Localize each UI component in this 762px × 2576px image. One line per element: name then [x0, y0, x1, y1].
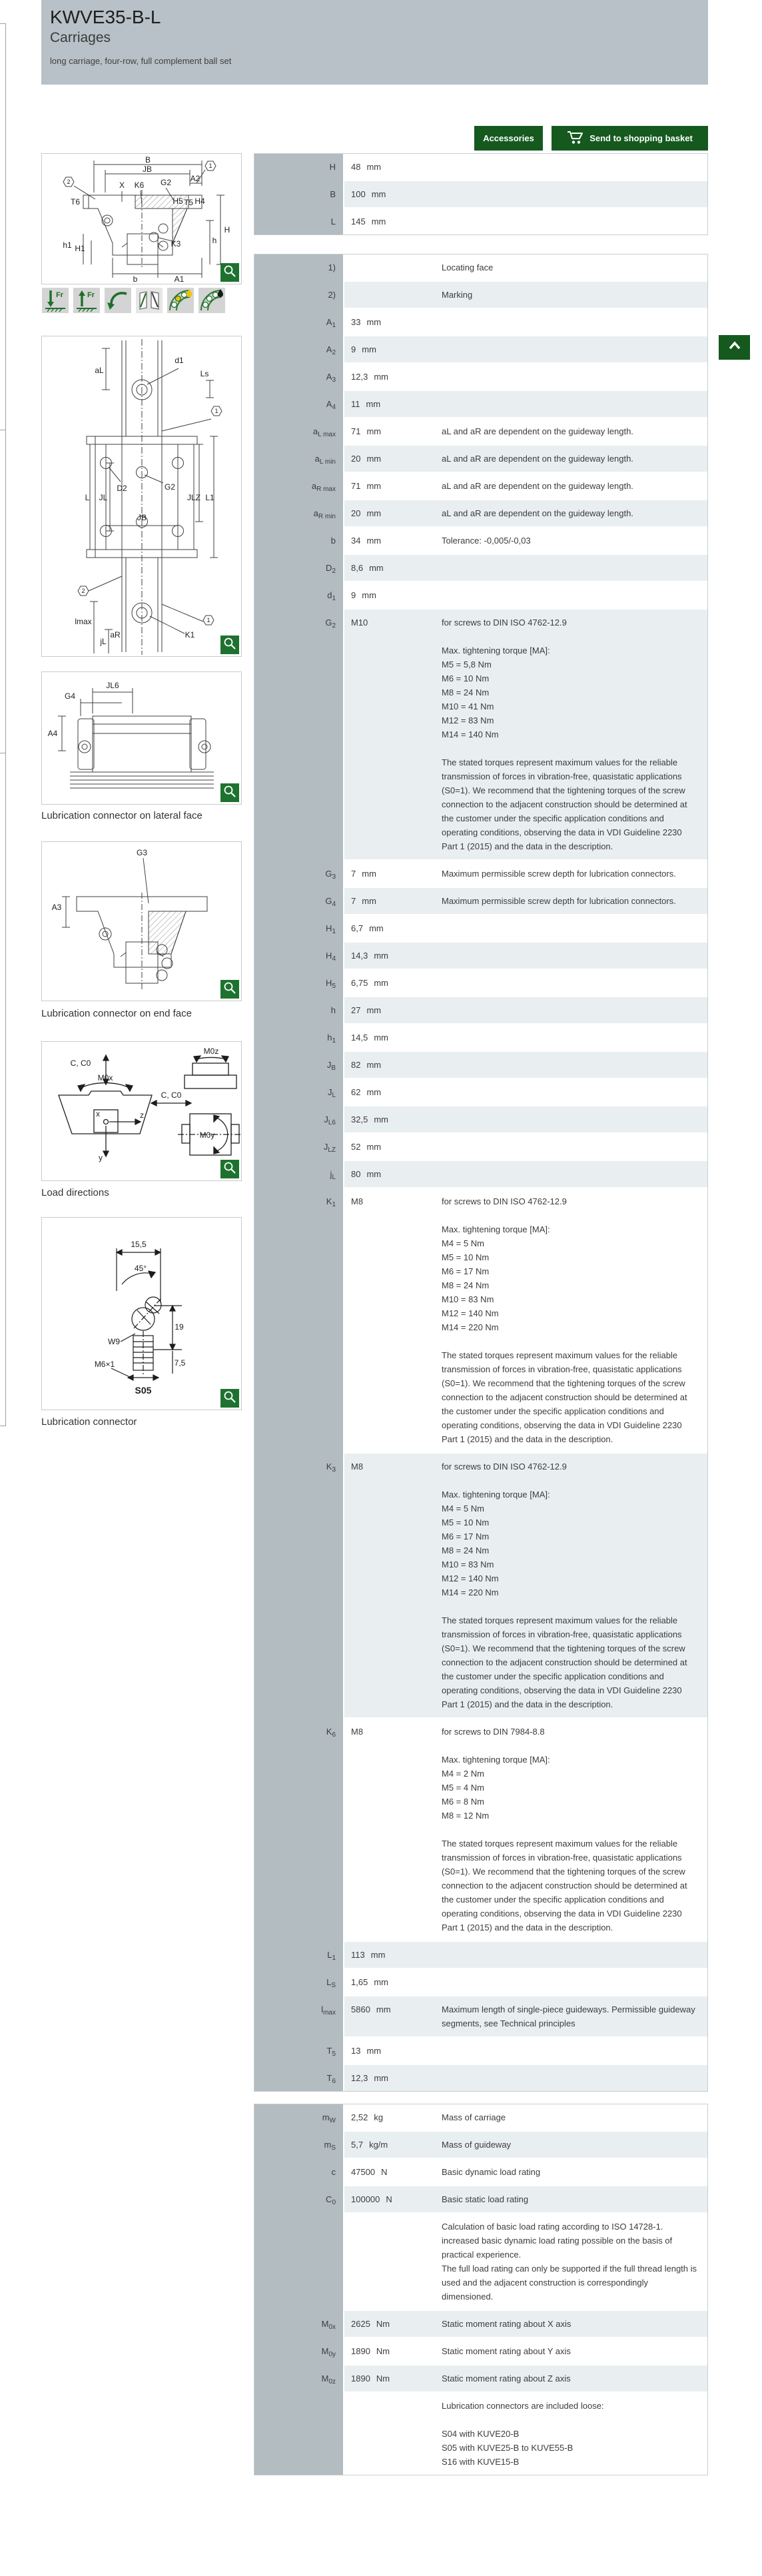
- send-to-basket-label: Send to shopping basket: [589, 133, 693, 143]
- row-value: M8: [351, 1196, 364, 1206]
- dim-label: JL: [99, 493, 108, 502]
- table-row: [254, 2186, 707, 2214]
- table-row: [254, 364, 707, 391]
- row-label: $A_3$: [254, 364, 344, 391]
- table-row: [254, 209, 707, 234]
- dim-label: 15,5: [131, 1240, 147, 1249]
- table-row: [254, 254, 707, 282]
- row-description: [442, 1161, 707, 1187]
- dim-label: aL: [95, 366, 104, 375]
- row-label: $a_{L min}$: [254, 446, 344, 473]
- row-value: 20 mm: [351, 454, 382, 464]
- row-label: $L_S$: [254, 1969, 344, 1996]
- row-description: Mass of carriage: [442, 2112, 506, 2122]
- row-label: $K_6$: [254, 1719, 344, 1942]
- dim-label: lmax: [75, 617, 92, 626]
- dim-label: JB: [137, 513, 147, 522]
- accessories-button[interactable]: [474, 126, 543, 151]
- row-label: 2): [254, 282, 344, 309]
- dim-label: K3: [171, 239, 181, 248]
- row-value: 11 mm: [351, 399, 381, 409]
- load-direction-up-icon: [73, 288, 100, 313]
- table-row: [254, 154, 707, 181]
- row-value: 14,5 mm: [351, 1033, 388, 1043]
- row-value: 27 mm: [351, 1005, 382, 1015]
- end-face-drawing: [42, 842, 241, 1001]
- dim-label: 19: [175, 1322, 184, 1332]
- row-label: [254, 2214, 344, 2311]
- row-description: [442, 1134, 707, 1160]
- row-value: 7 mm: [351, 896, 376, 906]
- row-description: [442, 1106, 707, 1132]
- table-row: [254, 1079, 707, 1106]
- cross-section-drawing: [42, 154, 241, 284]
- shopping-cart-icon: [567, 130, 584, 147]
- dim-label: L: [85, 493, 90, 502]
- row-value: [344, 2214, 442, 2310]
- table-row: [254, 943, 707, 970]
- figure-lubrication-connector: [41, 1217, 242, 1410]
- dim-label: Ls: [200, 369, 209, 378]
- dim-label: G4: [64, 691, 76, 701]
- callout-2: 2: [67, 179, 71, 185]
- send-to-basket-button[interactable]: [552, 126, 708, 151]
- row-label: $G_3$: [254, 861, 344, 888]
- dim-label: M0x: [97, 1073, 113, 1082]
- row-label: $M_{0x}$: [254, 2311, 344, 2338]
- row-label: [254, 2393, 344, 2475]
- row-label: c: [254, 2159, 344, 2186]
- table-row: [254, 336, 707, 364]
- callout-2: 2: [81, 588, 85, 594]
- dim-label: jL: [100, 637, 107, 646]
- dim-label: A3: [51, 903, 62, 912]
- row-label: $H_5$: [254, 970, 344, 997]
- row-value: 1,65 mm: [351, 1977, 388, 1987]
- row-label: $J_L$: [254, 1079, 344, 1106]
- dimensions-table-main: [254, 153, 708, 235]
- scroll-to-top-button[interactable]: [719, 335, 750, 360]
- row-description: for screws to DIN 7984-8.8 Max. tightening torque [MA]: M4 = 2 Nm M5 = 4 Nm M6 = 8 Nm M8 = 12 Nm The stated torques represent maximum values for the reliable transmission of forces in vibration-free, quasistatic applications (S0=1). We recommend that the tightening torques of the screw connection to the adjacent construction should be determined at the customer under the specific application conditions and operating conditions, observing the data in VDI Guideline 2230 Part 1 (2015) and the data in the description.: [442, 1727, 687, 1932]
- dim-label: B: [145, 155, 151, 165]
- row-label: $M_{0y}$: [254, 2338, 344, 2365]
- table-row: [254, 1942, 707, 1969]
- lateral-face-drawing: [42, 672, 241, 804]
- dim-label: JLZ: [187, 493, 201, 502]
- svg-text:Fr: Fr: [56, 291, 63, 299]
- dim-label: T6: [70, 197, 81, 207]
- page-subtitle: Carriages: [50, 30, 111, 45]
- row-label: $H_1$: [254, 915, 344, 943]
- figure-caption: Lubrication connector on end face: [41, 1008, 192, 1019]
- row-value: 47500 N: [351, 2167, 388, 2177]
- row-label: b: [254, 528, 344, 555]
- row-value: 62 mm: [351, 1087, 382, 1097]
- page-header: [41, 0, 708, 85]
- row-value: 13 mm: [351, 2046, 382, 2056]
- row-label: $M_{0z}$: [254, 2365, 344, 2393]
- dim-label: A4: [47, 729, 58, 738]
- row-label: $C_0$: [254, 2186, 344, 2214]
- row-description: [442, 582, 707, 608]
- figure-caption: Load directions: [41, 1187, 109, 1198]
- row-value: 14,3 mm: [351, 951, 388, 961]
- table-row: [254, 1052, 707, 1079]
- row-description: aL and aR are dependent on the guideway length.: [442, 481, 633, 491]
- row-value: M8: [351, 1727, 364, 1737]
- table-row: [254, 582, 707, 610]
- table-row: [254, 500, 707, 528]
- row-description: [442, 943, 707, 969]
- dim-label: JL6: [106, 681, 119, 690]
- row-value: 5,7 kg/m: [351, 2140, 388, 2150]
- row-description: Static moment rating about Z axis: [442, 2373, 571, 2383]
- figure-end-face: [41, 841, 242, 1001]
- row-value: 2,52 kg: [351, 2112, 384, 2122]
- figure-lateral-face: [41, 671, 242, 805]
- magnifier-icon: [222, 636, 238, 655]
- row-description: [442, 1969, 707, 1995]
- row-value: 100 mm: [351, 189, 386, 199]
- figure-plan-view: [41, 336, 242, 657]
- row-value: M8: [351, 1462, 364, 1472]
- row-description: Basic static load rating: [442, 2194, 529, 2204]
- feature-icon-row: [42, 288, 242, 313]
- dim-label: H: [224, 225, 230, 234]
- table-row: [254, 2104, 707, 2132]
- row-value: 100000 N: [351, 2194, 392, 2204]
- table-row: [254, 1454, 707, 1719]
- dim-label: M0z: [203, 1047, 219, 1056]
- row-description: Locating face: [442, 262, 494, 272]
- dim-label: H4: [194, 197, 205, 206]
- row-value: 145 mm: [351, 216, 386, 226]
- row-value: 71 mm: [351, 481, 382, 491]
- seals-icon: [136, 288, 163, 313]
- table-row: [254, 1161, 707, 1188]
- row-label: $T_6$: [254, 2065, 344, 2091]
- connector-type-label: S05: [135, 1385, 152, 1396]
- row-description: Calculation of basic load rating according to ISO 14728-1. increased basic dynamic load rating possible on the basis of practical experience. The full load rating can only be supported if the full thread length is used and the adjacent construction is correspondingly dimensioned.: [442, 2222, 697, 2302]
- row-description: [442, 2065, 707, 2091]
- dim-label: W9: [108, 1337, 120, 1346]
- dim-label: h1: [63, 240, 72, 250]
- zoom-image-button[interactable]: [220, 783, 239, 802]
- row-value: 8,6 mm: [351, 563, 384, 573]
- table-row: [254, 861, 707, 888]
- row-label: $m_S$: [254, 2132, 344, 2159]
- row-label: $j_L$: [254, 1161, 344, 1188]
- row-label: L: [254, 209, 344, 234]
- grease-lubrication-icon: [167, 288, 194, 313]
- row-value: 32,5 mm: [351, 1114, 388, 1124]
- table-row: [254, 528, 707, 555]
- row-label: $a_{R min}$: [254, 500, 344, 528]
- row-description: Maximum length of single-piece guideways. Permissible guideway segments, see Technical principles: [442, 2004, 695, 2028]
- table-row: [254, 1134, 707, 1161]
- row-value: 20 mm: [351, 508, 382, 518]
- row-description: [442, 1079, 707, 1105]
- dim-label: H5: [173, 197, 183, 206]
- row-value: [344, 254, 442, 280]
- table-row: [254, 2065, 707, 2091]
- row-description: [442, 336, 707, 362]
- row-value: [344, 2393, 442, 2475]
- table-row: [254, 2393, 707, 2475]
- dim-label: X: [119, 181, 125, 190]
- row-value: 80 mm: [351, 1169, 382, 1179]
- row-description: [442, 2038, 707, 2064]
- table-row: [254, 997, 707, 1025]
- row-label: $A_1$: [254, 309, 344, 336]
- figure-load-directions: [41, 1041, 242, 1181]
- table-row: [254, 2338, 707, 2365]
- row-label: $h_1$: [254, 1025, 344, 1052]
- table-row: [254, 181, 707, 209]
- row-description: Mass of guideway: [442, 2140, 512, 2150]
- callout-1: 1: [206, 617, 210, 624]
- axis-label: x: [96, 1109, 100, 1118]
- dim-label: A1: [174, 274, 185, 284]
- zoom-image-button[interactable]: [220, 636, 239, 654]
- row-label: $J_{L6}$: [254, 1106, 344, 1134]
- zoom-image-button[interactable]: [220, 980, 239, 999]
- row-label: $J_B$: [254, 1052, 344, 1079]
- load-direction-down-icon: [42, 288, 69, 313]
- table-row: [254, 555, 707, 582]
- magnifier-icon: [222, 783, 238, 803]
- callout-1: 1: [214, 408, 218, 414]
- dim-label: K6: [134, 181, 145, 190]
- row-value: 5860 mm: [351, 2004, 391, 2014]
- row-value: 48 mm: [351, 162, 382, 172]
- row-label: H: [254, 154, 344, 181]
- row-description: [442, 309, 707, 335]
- row-label: $T_5$: [254, 2038, 344, 2065]
- row-description: aL and aR are dependent on the guideway length.: [442, 508, 633, 518]
- figure-caption: Lubrication connector on lateral face: [41, 810, 202, 821]
- table-row: [254, 2159, 707, 2186]
- row-description: [442, 997, 707, 1023]
- dim-label: d1: [175, 356, 184, 365]
- dim-label: JB: [142, 165, 153, 174]
- lubrication-connector-drawing: [42, 1218, 241, 1410]
- row-description: Basic dynamic load rating: [442, 2167, 541, 2177]
- table-row: [254, 1106, 707, 1134]
- row-label: $d_1$: [254, 582, 344, 610]
- row-value: 12,3 mm: [351, 2073, 388, 2083]
- page-title: KWVE35-B-L: [50, 7, 161, 27]
- accessories-button-label: Accessories: [483, 133, 534, 143]
- row-description: for screws to DIN ISO 4762-12.9 Max. tightening torque [MA]: M4 = 5 Nm M5 = 10 Nm M6 = 17 Nm M8 = 24 Nm M10 = 83 Nm M12 = 140 Nm M14 = 220 Nm The stated torques represent maximum values for the reliable transmission of forces in vibration-free, quasistatic applications (S0=1). We recommend that the tightening torques of the screw connection to the adjacent construction should be determined at the customer under the specific application conditions and operating conditions, observing the data in VDI Guideline 2230 Part 1 (2015) and the data in the description.: [442, 1196, 687, 1444]
- left-rail-line: [5, 23, 6, 1426]
- row-description: Maximum permissible screw depth for lubrication connectors.: [442, 869, 676, 879]
- table-row: [254, 391, 707, 418]
- dim-label: M0y: [199, 1130, 215, 1140]
- table-row: [254, 446, 707, 473]
- row-value: 34 mm: [351, 536, 382, 546]
- left-rail-tick: [0, 23, 6, 24]
- dim-label: G2: [164, 482, 176, 492]
- row-label: $m_W$: [254, 2104, 344, 2132]
- row-value: [344, 282, 442, 308]
- row-label: $A_2$: [254, 336, 344, 364]
- row-description: for screws to DIN ISO 4762-12.9 Max. tightening torque [MA]: M5 = 5,8 Nm M6 = 10 Nm M8 = 24 Nm M10 = 41 Nm M12 = 83 Nm M14 = 140 Nm The stated torques represent maximum values for the reliable transmission of forces in vibration-free, quasistatic applications (S0=1). We recommend that the tightening torques of the screw connection to the adjacent construction should be determined at the customer under the specific application conditions and operating conditions, observing the data in VDI Guideline 2230 Part 1 (2015) and the data in the description.: [442, 618, 687, 851]
- figure-caption: Lubrication connector: [41, 1416, 137, 1428]
- dim-label: A2: [190, 174, 200, 183]
- figure-cross-section: [41, 153, 242, 284]
- row-label: $L_1$: [254, 1942, 344, 1969]
- row-label: $G_2$: [254, 610, 344, 861]
- row-value: 9 mm: [351, 590, 376, 600]
- row-label: $a_{L max}$: [254, 418, 344, 446]
- dim-label: G3: [136, 848, 148, 857]
- dim-label: C, C0: [161, 1090, 182, 1100]
- row-value: 6,7 mm: [351, 923, 384, 933]
- dimensions-table-detail: [254, 254, 708, 2092]
- row-description: [442, 209, 707, 234]
- row-value: 82 mm: [351, 1060, 382, 1070]
- row-label: 1): [254, 254, 344, 282]
- table-row: [254, 1719, 707, 1942]
- table-row: [254, 2038, 707, 2065]
- row-description: Tolerance: -0,005/-0,03: [442, 536, 531, 546]
- row-value: 52 mm: [351, 1142, 382, 1152]
- callout-1: 1: [208, 163, 212, 169]
- row-description: [442, 915, 707, 941]
- magnifier-icon: [222, 1389, 238, 1408]
- row-label: $H_4$: [254, 943, 344, 970]
- row-description: aL and aR are dependent on the guideway length.: [442, 454, 633, 464]
- table-row: [254, 2132, 707, 2159]
- row-description: Maximum permissible screw depth for lubrication connectors.: [442, 896, 676, 906]
- dim-label: G2: [160, 178, 172, 187]
- row-label: $K_1$: [254, 1188, 344, 1454]
- dim-label: K1: [185, 630, 195, 640]
- row-label: $G_4$: [254, 888, 344, 915]
- row-description: Marking: [442, 290, 473, 300]
- row-description: [442, 970, 707, 996]
- magnifier-icon: [222, 1160, 238, 1179]
- row-value: 12,3 mm: [351, 372, 388, 382]
- table-row: [254, 610, 707, 861]
- magnifier-icon: [222, 263, 238, 282]
- row-description: Lubrication connectors are included loose: S04 with KUVE20-B S05 with KUVE25-B to KUVE55-B S16 with KUVE15-B: [442, 2401, 604, 2467]
- row-description: [442, 391, 707, 417]
- row-description: Static moment rating about X axis: [442, 2319, 572, 2329]
- dim-label: D2: [117, 484, 127, 493]
- row-description: [442, 1025, 707, 1051]
- row-description: [442, 364, 707, 390]
- row-description: [442, 181, 707, 207]
- load-ratings-table: [254, 2104, 708, 2475]
- row-label: B: [254, 181, 344, 209]
- table-row: [254, 970, 707, 997]
- axis-label: y: [99, 1153, 103, 1162]
- row-value: 1890 Nm: [351, 2373, 390, 2383]
- row-label: $a_{R max}$: [254, 473, 344, 500]
- page-description: long carriage, four-row, full complement ball set: [50, 56, 232, 66]
- row-label: $J_{LZ}$: [254, 1134, 344, 1161]
- table-row: [254, 473, 707, 500]
- axis-label: z: [140, 1110, 144, 1120]
- load-directions-drawing: [42, 1042, 241, 1180]
- row-value: 1890 Nm: [351, 2346, 390, 2356]
- dim-label: 7,5: [174, 1358, 186, 1368]
- dim-label: H1: [75, 244, 85, 253]
- row-description: [442, 1942, 707, 1968]
- row-label: $K_3$: [254, 1454, 344, 1719]
- table-row: [254, 2214, 707, 2311]
- table-row: [254, 2365, 707, 2393]
- row-value: 71 mm: [351, 426, 382, 436]
- row-description: [442, 1052, 707, 1078]
- row-description: Static moment rating about Y axis: [442, 2346, 571, 2356]
- row-description: [442, 154, 707, 180]
- row-value: 9 mm: [351, 344, 376, 354]
- row-description: for screws to DIN ISO 4762-12.9 Max. tightening torque [MA]: M4 = 5 Nm M5 = 10 Nm M6 = 17 Nm M8 = 24 Nm M10 = 83 Nm M12 = 140 Nm M14 = 220 Nm The stated torques represent maximum values for the reliable transmission of forces in vibration-free, quasistatic applications (S0=1). We recommend that the tightening torques of the screw connection to the adjacent construction should be determined at the customer under the specific application conditions and operating conditions, observing the data in VDI Guideline 2230 Part 1 (2015) and the data in the description.: [442, 1462, 687, 1709]
- table-row: [254, 1188, 707, 1454]
- table-row: [254, 418, 707, 446]
- row-description: [442, 555, 707, 581]
- dim-label: C, C0: [70, 1059, 91, 1068]
- dim-label: M6×1: [94, 1360, 115, 1369]
- spec-tables: [254, 153, 708, 2475]
- oil-lubrication-icon: [198, 288, 225, 313]
- dim-label: T5: [183, 198, 194, 207]
- row-label: h: [254, 997, 344, 1025]
- zoom-image-button[interactable]: [220, 1160, 239, 1178]
- table-row: [254, 2311, 707, 2338]
- svg-text:Fr: Fr: [87, 291, 95, 299]
- row-value: 6,75 mm: [351, 978, 388, 988]
- row-value: 33 mm: [351, 317, 382, 327]
- row-value: 2625 Nm: [351, 2319, 390, 2329]
- dim-label: 45°: [134, 1264, 147, 1273]
- table-row: [254, 1025, 707, 1052]
- zoom-image-button[interactable]: [220, 263, 239, 282]
- row-value: 7 mm: [351, 869, 376, 879]
- row-value: M10: [351, 618, 368, 628]
- table-row: [254, 309, 707, 336]
- table-row: [254, 888, 707, 915]
- dim-label: aR: [110, 630, 121, 640]
- row-value: 113 mm: [351, 1950, 386, 1960]
- row-label: $A_4$: [254, 391, 344, 418]
- dim-label: L1: [205, 493, 214, 502]
- table-row: [254, 1969, 707, 1996]
- table-row: [254, 915, 707, 943]
- plan-view-drawing: [42, 336, 241, 656]
- row-description: aL and aR are dependent on the guideway length.: [442, 426, 633, 436]
- table-row: [254, 1996, 707, 2038]
- row-label: $l_{max}$: [254, 1996, 344, 2038]
- dim-label: h: [212, 236, 217, 245]
- zoom-image-button[interactable]: [220, 1389, 239, 1408]
- magnifier-icon: [222, 980, 238, 999]
- dim-label: b: [133, 274, 138, 284]
- row-label: $D_2$: [254, 555, 344, 582]
- swivel-arrow-icon: [105, 288, 131, 313]
- chevron-up-icon: [725, 339, 744, 356]
- table-row: [254, 282, 707, 309]
